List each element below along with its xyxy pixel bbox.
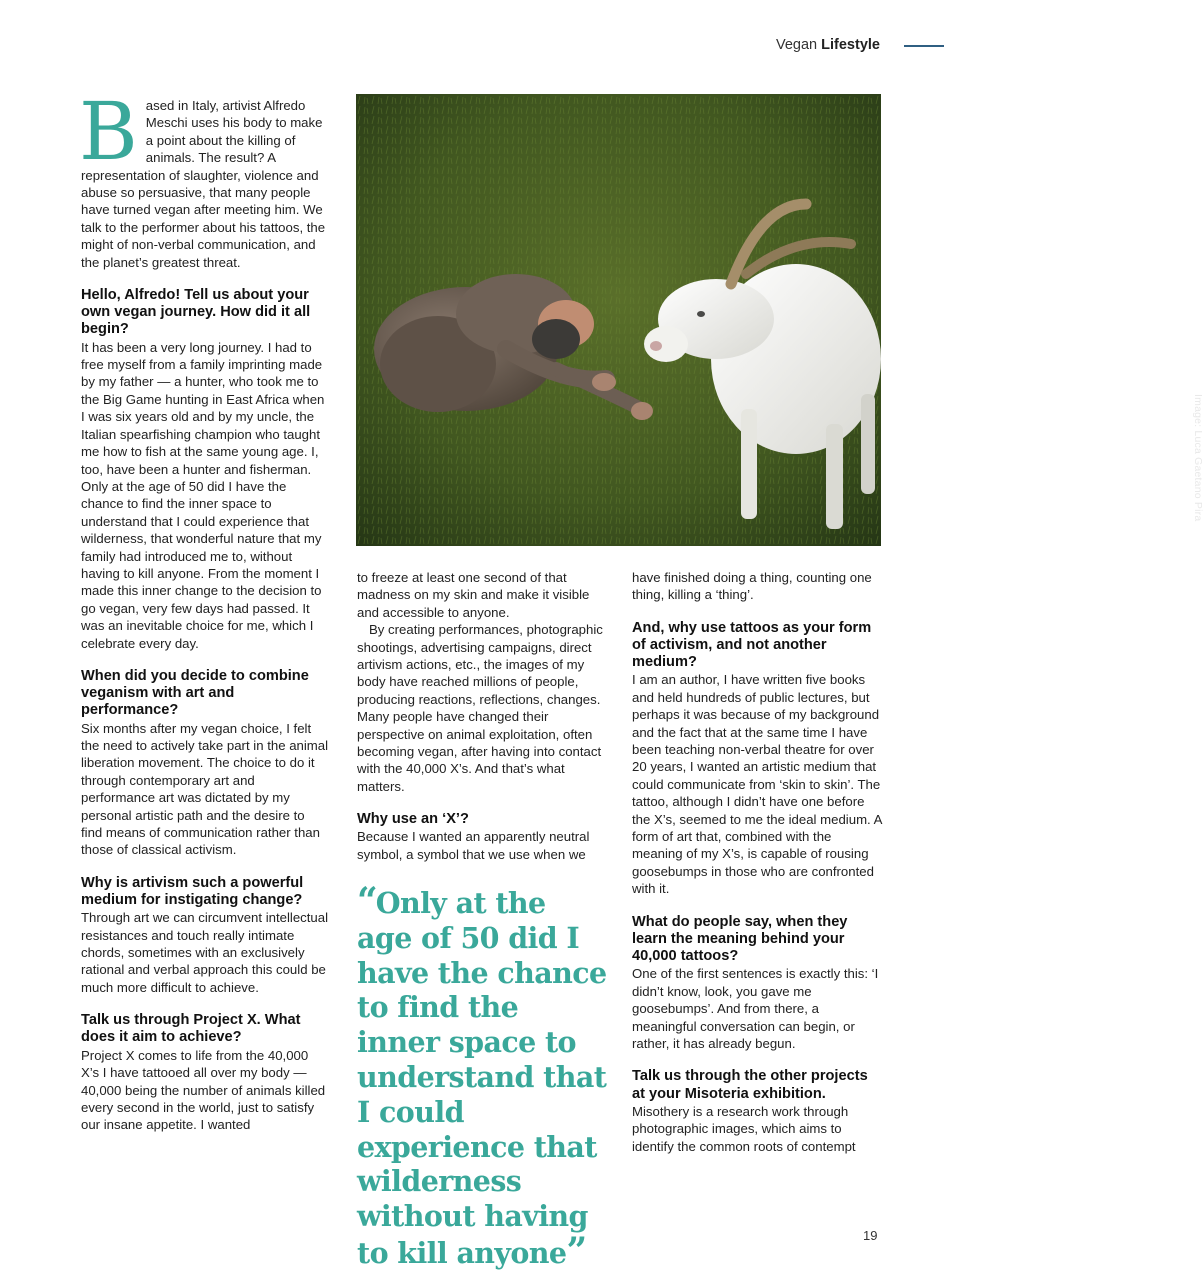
answer-paragraph: One of the first sentences is exactly this: ‘I didn’t know, look, you gave me goosebumps’. And from there, a meaningful conversation can begin, or rather, it has already begun.	[632, 966, 879, 1051]
question-heading: When did you decide to combine veganism with art and performance?	[81, 667, 309, 719]
section-header	[776, 37, 880, 53]
answer-paragraph: Six months after my vegan choice, I felt the need to actively take part in the animal liberation movement. The choice to do it through contemporary art and performance art was dictated by my personal artistic path and the desire to find means of communication rather than those of classical activism.	[81, 720, 329, 858]
question-heading: And, why use tattoos as your form of activism, and not another medium?	[632, 619, 872, 671]
answer-paragraph: Because I wanted an apparently neutral symbol, a symbol that we use when we	[357, 829, 590, 862]
close-quote-mark: ”	[566, 1229, 586, 1272]
section-label-bold: Lifestyle	[821, 37, 880, 53]
question-heading: Hello, Alfredo! Tell us about your own vegan journey. How did it all begin?	[81, 287, 311, 338]
question-heading: Talk us through the other projects at your Misoteria exhibition.	[632, 1068, 868, 1102]
body-paragraph: to freeze at least one second of that madness on my skin and make it visible and accessible to anyone.	[357, 570, 590, 620]
question-heading: What do people say, when they learn the meaning behind your 40,000 tattoos?	[632, 913, 848, 965]
photo-illustration	[356, 94, 881, 546]
column-3	[632, 569, 884, 1155]
intro-text: ased in Italy, artivist Alfredo Meschi uses his body to make a point about the killing of animals. The result? A representation of slaughter, violence and abuse so persuasive, that many people have turned vegan after meeting him. We talk to the performer about his tattoos, the might of non-verbal communication, and the planet’s greatest threat.	[81, 98, 326, 270]
header-rule	[904, 45, 944, 47]
body-paragraph: have finished doing a thing, counting one thing, killing a ‘thing’.	[632, 570, 872, 603]
open-quote-mark: “	[357, 880, 376, 922]
answer-paragraph: Misothery is a research work through photographic images, which aims to identify the common roots of contempt	[632, 1103, 856, 1154]
column-1	[79, 85, 329, 1134]
body-paragraph: By creating performances, photographic shootings, advertising campaigns, direct artivism actions, etc., the images of my body have reached millions of people, producing reactions, reflections, changes. Many people have changed their perspective on animal exploitation, often becoming vegan, after having into contact with the 40,000 X’s. And that’s what matters.	[357, 622, 603, 794]
feature-photo	[356, 94, 1204, 546]
section-label: Vegan	[775, 37, 818, 53]
answer-paragraph: Project X comes to life from the 40,000 X’s I have tattooed all over my body — 40,000 being the number of animals killed every second in the world, just to satisfy our insane appetite. I wanted	[81, 1047, 326, 1133]
page-number: 19	[863, 1228, 878, 1243]
pull-quote-text: Only at the age of 50 did I have the chance to find the inner space to understand that I could experience that wilderness without having to kill anyone	[357, 886, 607, 1270]
drop-cap: B	[79, 85, 138, 178]
question-heading: Why is artivism such a powerful medium for instigating change?	[81, 874, 304, 909]
answer-paragraph: I am an author, I have written five books and held hundreds of public lectures, but perhaps it was because of my background and the fact that at the same time I have been teaching non-verbal theatre for over 20 years, I wanted an artistic medium that could communicate from ‘skin to skin’. The tattoo, although I didn’t have one before the X’s, seemed to me the ideal medium. A form of art that, combined with the meaning of my X’s, is capable of rousing goosebumps in those who are confronted with it.	[632, 672, 882, 897]
column-2	[357, 569, 607, 863]
photo-credit: Image: Luca Gaetano Pira	[1192, 394, 1204, 522]
question-heading: Talk us through Project X. What does it aim to achieve?	[81, 1012, 301, 1046]
pull-quote	[357, 880, 607, 1272]
question-heading: Why use an ‘X’?	[357, 811, 469, 828]
intro-paragraph	[79, 85, 329, 271]
answer-paragraph: Through art we can circumvent intellectual resistances and touch really intimate chords, sometimes with an exclusively rational and verbal approach this could be much more difficult to achieve.	[81, 910, 329, 995]
answer-paragraph: It has been a very long journey. I had to free myself from a family imprinting made by my father — a hunter, who took me to the Big Game hunting in East Africa when I was six years old and by my uncle, the Italian spearfishing champion who taught me how to fish at the same young age. I, too, have been a hunter and fisherman. Only at the age of 50 did I have the chance to find the inner space to understand that I could experience that wilderness, that wonderful nature that my family had introduced me to, without having to kill anyone. From the moment I made this inner change to the decision to go vegan, very few days had passed. It was an inevitable choice for me, which I celebrate every day.	[81, 339, 325, 651]
